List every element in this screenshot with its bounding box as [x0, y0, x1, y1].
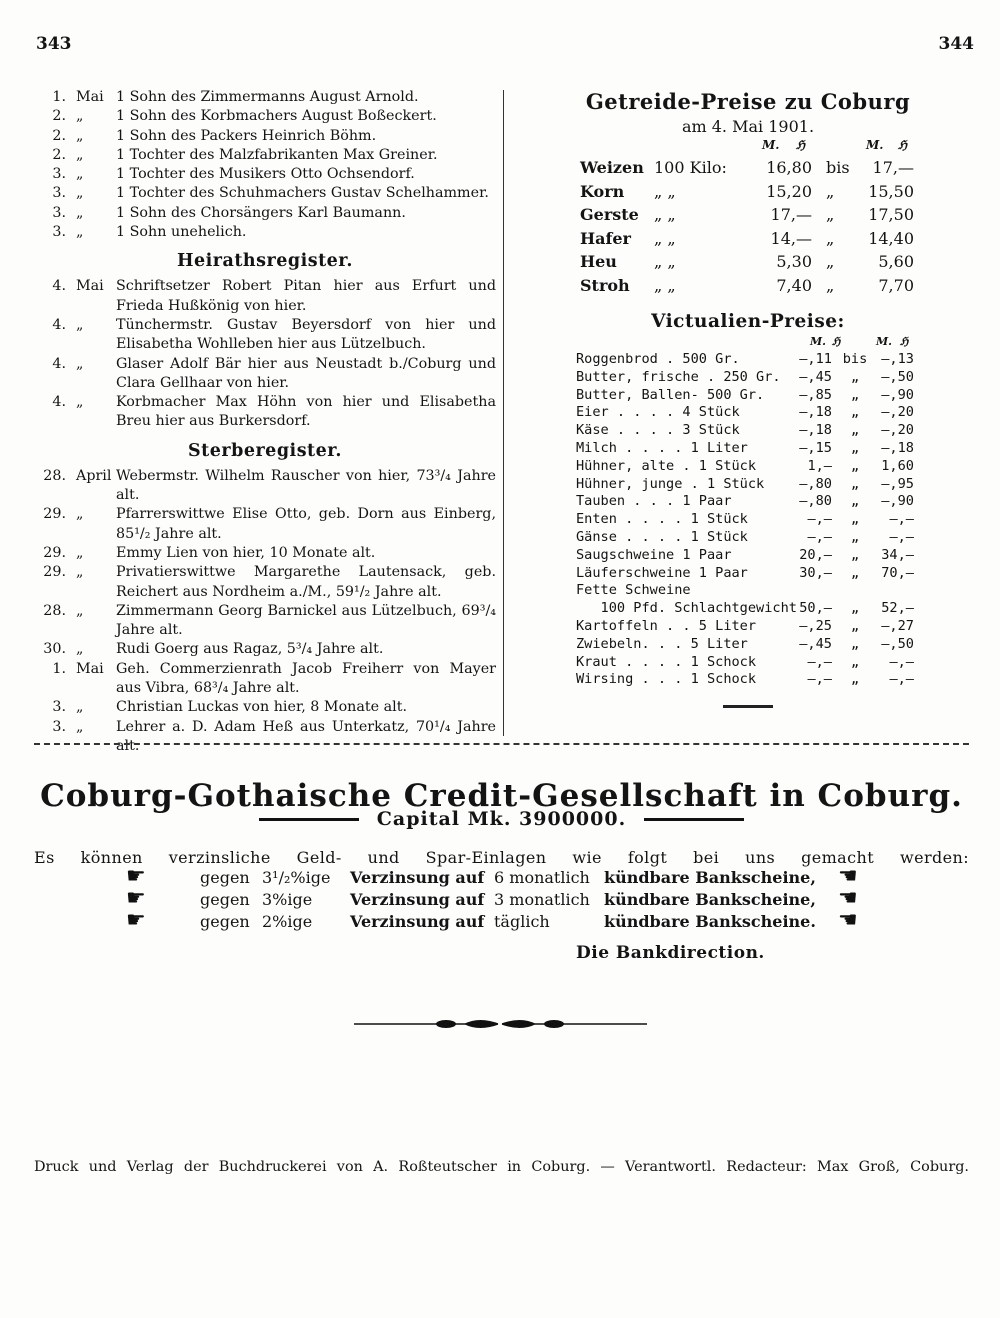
entry-day: 3.: [52, 718, 66, 735]
victual-name: Wirsing . . . 1 Schock: [576, 671, 757, 688]
price-separator: „: [826, 275, 835, 295]
price-high: 14,40: [868, 228, 914, 248]
register-entry: [34, 165, 496, 184]
grain-price-row: [570, 252, 926, 276]
price-high: 7,70: [878, 275, 914, 295]
rate-middle: Verzinsung auf: [350, 912, 485, 931]
victual-price-row: [570, 511, 926, 529]
horizontal-divider: [34, 743, 969, 745]
victual-name: Enten . . . . 1 Stück: [576, 511, 748, 528]
price-separator: „: [850, 439, 860, 456]
price-separator: bis: [826, 158, 850, 177]
price-low: 50,—: [799, 600, 832, 617]
victual-price-row: [570, 654, 926, 672]
grain-currency-header: [570, 138, 926, 158]
entry-month: „: [76, 506, 84, 523]
price-high: —,18: [881, 439, 914, 456]
death-register-title: Sterberegister.: [188, 440, 342, 461]
price-separator: „: [850, 528, 860, 545]
register-entry: [34, 563, 496, 602]
register-entry: [34, 718, 496, 757]
price-high: —,—: [889, 528, 914, 545]
advert-rate-line: [126, 864, 906, 890]
rate-suffix: kündbare Bankscheine,: [604, 868, 816, 887]
rate-prefix: gegen: [200, 868, 250, 887]
entry-month: „: [76, 394, 84, 411]
entry-month: „: [76, 641, 84, 658]
entry-day: 1.: [52, 660, 66, 677]
price-low: —,11: [799, 351, 832, 367]
price-separator: „: [826, 252, 835, 271]
victual-name: Tauben . . . 1 Paar: [576, 493, 732, 510]
register-entry: [34, 316, 496, 355]
price-high: —,90: [881, 493, 914, 510]
entry-month: „: [76, 355, 84, 372]
price-low: 5,30: [776, 252, 812, 271]
entry-text: Glaser Adolf Bär hier aus Neustadt b./Coburg und Clara Gellhaar von hier.: [116, 355, 496, 391]
victual-name: Fette Schweine: [576, 582, 691, 599]
entry-text: 1 Sohn des Chorsängers Karl Baumann.: [116, 204, 406, 221]
grain-name: Stroh: [580, 275, 630, 295]
price-high: —,—: [889, 511, 914, 528]
entry-day: 29.: [43, 506, 66, 523]
price-low: —,25: [799, 617, 832, 634]
victual-price-row: [570, 547, 926, 565]
entry-month: Mai: [76, 660, 104, 677]
entry-text: Zimmermann Georg Barnickel aus Lützelbuch, 69³/₄ Jahre alt.: [116, 602, 496, 639]
ornament-divider: [354, 1016, 647, 1032]
victual-name: Kartoffeln . . 5 Liter: [576, 617, 757, 634]
victual-name: Gänse . . . . 1 Stück: [576, 528, 748, 545]
register-entry: [34, 393, 496, 432]
price-low: —,15: [799, 439, 832, 456]
entry-text: Christian Luckas von hier, 8 Monate alt.: [116, 699, 408, 716]
register-entry: [34, 602, 496, 641]
entry-day: 3.: [52, 699, 66, 716]
grain-name: Gerste: [580, 205, 639, 224]
price-high: 1,60: [881, 457, 914, 474]
advert-rate-line: [126, 908, 906, 934]
entry-month: Mai: [76, 89, 104, 105]
price-low: 17,—: [770, 205, 812, 224]
grain-name: Weizen: [580, 158, 644, 177]
price-low: —,18: [799, 404, 832, 421]
grain-prices-title: Getreide-Preise zu Coburg: [585, 89, 911, 114]
entry-day: 28.: [43, 602, 66, 619]
pointing-hand-icon: ☚: [838, 908, 858, 933]
rate-middle: Verzinsung auf: [350, 868, 485, 887]
victual-name: Hühner, alte . 1 Stück: [576, 457, 757, 474]
pointing-hand-icon: ☚: [838, 864, 858, 889]
entry-text: 1 Sohn des Korbmachers August Boßeckert.: [116, 108, 437, 125]
entry-day: 2.: [52, 146, 66, 163]
grain-price-row: [570, 229, 926, 253]
entry-month: „: [76, 185, 84, 202]
price-separator: „: [850, 635, 860, 652]
grain-price-row: [570, 276, 926, 300]
entry-day: 3.: [52, 185, 66, 202]
pointing-hand-icon: ☛: [126, 886, 146, 911]
price-high: 17,—: [872, 158, 914, 177]
entry-day: 28.: [43, 467, 66, 484]
price-separator: „: [850, 546, 860, 563]
price-separator: „: [850, 368, 860, 385]
entry-month: „: [76, 699, 84, 716]
grain-price-table: [570, 158, 926, 299]
entry-text: Privatierswittwe Margarethe Lautensack, geb. Reichert aus Nordheim a./M., 59¹/₂ Jahre alt.: [116, 564, 496, 600]
grain-unit: „ „: [654, 181, 676, 201]
grain-unit: „ „: [654, 228, 676, 248]
register-entry: [34, 698, 496, 717]
victual-price-row: [570, 422, 926, 440]
victual-price-row: [570, 565, 926, 583]
price-low: 15,20: [766, 181, 812, 201]
victual-price-row: [570, 618, 926, 636]
price-high: 17,50: [868, 205, 914, 224]
register-entry: [34, 660, 496, 699]
entry-text: Pfarrerswittwe Elise Otto, geb. Dorn aus Einberg, 85¹/₂ Jahre alt.: [116, 506, 496, 542]
grain-name: Korn: [580, 181, 625, 201]
entry-day: 29.: [43, 564, 66, 581]
pfennig-symbol: ℌ: [832, 335, 841, 348]
victual-name: Roggenbrod . 500 Gr.: [576, 351, 740, 367]
price-separator: „: [826, 205, 835, 224]
victual-name: Saugschweine 1 Paar: [576, 546, 732, 563]
price-separator: „: [850, 671, 860, 688]
entry-text: Tünchermstr. Gustav Beyersdorf von hier und Elisabetha Wohlleben hier aus Lützelbuch.: [116, 316, 496, 353]
entry-month: „: [76, 564, 84, 581]
register-entry: [34, 184, 496, 203]
victual-price-row: [570, 493, 926, 511]
pfennig-symbol: ℌ: [900, 335, 909, 348]
price-low: —,—: [807, 528, 832, 545]
section-end-rule: [723, 705, 773, 708]
entry-month: „: [76, 146, 84, 163]
victual-price-row: [570, 404, 926, 422]
entry-text: Rudi Goerg aus Ragaz, 5³/₄ Jahre alt.: [116, 641, 384, 658]
rate-term: 6 monatlich: [494, 868, 590, 887]
entry-day: 2.: [52, 108, 66, 125]
entry-day: 4.: [52, 355, 66, 372]
register-entry: [34, 127, 496, 146]
rate-term: täglich: [494, 912, 550, 931]
entry-day: 1.: [52, 89, 66, 105]
mark-symbol: M.: [866, 138, 884, 152]
civil-register-column: [34, 88, 496, 756]
grain-unit: 100 Kilo:: [654, 158, 727, 177]
rate-percent: 2%ige: [262, 912, 313, 931]
victual-price-row: [570, 351, 926, 369]
price-high: 15,50: [868, 181, 914, 201]
entry-day: 30.: [43, 641, 66, 658]
entry-day: 3.: [52, 166, 66, 183]
price-low: —,—: [807, 511, 832, 528]
price-separator: „: [850, 457, 860, 474]
price-high: —,50: [881, 635, 914, 652]
advert-title: Coburg-Gothaische Credit-Gesellschaft in Coburg.: [40, 778, 963, 814]
price-low: —,—: [807, 671, 832, 688]
rule-left: [259, 818, 359, 821]
advert-signature: Die Bankdirection.: [576, 943, 765, 963]
price-low: 1,—: [807, 457, 832, 474]
price-high: —,13: [881, 351, 914, 367]
victual-price-row: [570, 458, 926, 476]
entry-month: „: [76, 204, 84, 221]
entry-month: „: [76, 718, 84, 735]
register-entry: [34, 204, 496, 223]
rate-middle: Verzinsung auf: [350, 890, 485, 909]
marriage-register-title: Heirathsregister.: [176, 251, 354, 272]
price-separator: „: [826, 181, 835, 201]
victual-name: Läuferschweine 1 Paar: [576, 564, 748, 581]
price-low: 16,80: [766, 158, 812, 177]
entry-month: „: [76, 108, 84, 125]
rate-suffix: kündbare Bankscheine,: [604, 890, 816, 909]
victuals-currency-header: [570, 335, 926, 351]
price-separator: „: [850, 422, 860, 439]
victual-name: Butter, frische . 250 Gr.: [576, 368, 781, 385]
entry-month: „: [76, 544, 84, 561]
grain-name: Heu: [580, 252, 617, 271]
register-entry: [34, 223, 496, 242]
entry-text: Lehrer a. D. Adam Heß aus Unterkatz, 70¹/₄ Jahre alt.: [116, 718, 496, 754]
victual-price-row: [570, 582, 926, 600]
victual-name: 100 Pfd. Schlachtgewicht: [576, 600, 797, 617]
rate-prefix: gegen: [200, 890, 250, 909]
price-high: —,—: [889, 653, 914, 670]
price-low: —,45: [799, 635, 832, 652]
rate-term: 3 monatlich: [494, 890, 590, 909]
grain-name: Hafer: [580, 228, 631, 248]
price-low: 30,—: [799, 564, 832, 581]
entry-month: „: [76, 166, 84, 183]
entry-month: April: [76, 467, 112, 484]
register-entry: [34, 107, 496, 126]
price-high: —,95: [881, 475, 914, 492]
entry-day: 2.: [52, 127, 66, 144]
grain-unit: „ „: [654, 275, 676, 295]
entry-month: „: [76, 127, 84, 144]
victual-name: Hühner, junge . 1 Stück: [576, 475, 765, 492]
advert-rate-line: [126, 886, 906, 912]
page-number-left: 343: [36, 34, 72, 54]
mark-symbol: M.: [762, 138, 780, 152]
victual-name: Milch . . . . 1 Liter: [576, 439, 748, 456]
entry-day: 4.: [52, 394, 66, 411]
victuals-price-table: [570, 351, 926, 689]
entry-text: Webermstr. Wilhelm Rauscher von hier, 73³/₄ Jahre alt.: [116, 467, 496, 504]
victual-price-row: [570, 440, 926, 458]
grain-unit: „ „: [654, 205, 676, 224]
price-separator: „: [850, 386, 860, 403]
marriage-register: [34, 277, 496, 431]
price-separator: „: [850, 617, 860, 634]
grain-price-row: [570, 205, 926, 229]
price-high: 70,—: [881, 564, 914, 581]
price-separator: „: [850, 653, 860, 670]
entry-month: „: [76, 224, 84, 241]
register-entry: [34, 355, 496, 394]
pointing-hand-icon: ☚: [838, 886, 858, 911]
grain-price-row: [570, 182, 926, 206]
entry-month: „: [76, 602, 84, 619]
entry-text: 1 Tochter des Schuhmachers Gustav Schelhammer.: [116, 185, 489, 202]
entry-month: „: [76, 316, 84, 333]
register-entry: [34, 467, 496, 506]
price-high: —,20: [881, 422, 914, 439]
entry-text: 1 Sohn des Packers Heinrich Böhm.: [116, 127, 377, 144]
price-separator: „: [850, 475, 860, 492]
entry-text: Emmy Lien von hier, 10 Monate alt.: [116, 544, 376, 561]
price-low: 14,—: [770, 228, 812, 248]
entry-day: 29.: [43, 544, 66, 561]
entry-text: 1 Tochter des Malzfabrikanten Max Greiner.: [116, 146, 438, 163]
victual-price-row: [570, 387, 926, 405]
victual-name: Kraut . . . . 1 Schock: [576, 653, 757, 670]
register-entry: [34, 146, 496, 165]
entry-day: 4.: [52, 316, 66, 333]
grain-prices-date: am 4. Mai 1901.: [681, 117, 815, 136]
entry-text: 1 Sohn des Zimmermanns August Arnold.: [116, 89, 419, 105]
imprint-footer: Druck und Verlag der Buchdruckerei von A. Roßteutscher in Coburg. — Verantwortl. Redacteur: Max Groß, Coburg.: [34, 1159, 969, 1175]
price-high: —,27: [881, 617, 914, 634]
entry-day: 3.: [52, 224, 66, 241]
victual-price-row: [570, 476, 926, 494]
price-low: 7,40: [776, 275, 812, 295]
mark-symbol: M.: [876, 335, 893, 348]
entry-text: 1 Sohn unehelich.: [116, 224, 247, 241]
entry-text: 1 Tochter des Musikers Otto Ochsendorf.: [116, 166, 415, 183]
price-low: —,—: [807, 653, 832, 670]
price-high: 5,60: [878, 252, 914, 271]
register-entry: [34, 505, 496, 544]
victuals-prices-title: Victualien-Preise:: [651, 311, 845, 332]
victual-name: Käse . . . . 3 Stück: [576, 422, 740, 439]
pfennig-symbol: ℌ: [898, 138, 908, 152]
advert-capital-line: [34, 808, 969, 830]
victual-name: Eier . . . . 4 Stück: [576, 404, 740, 421]
price-separator: bis: [842, 351, 868, 367]
entry-day: 4.: [52, 278, 66, 295]
victual-price-row: [570, 671, 926, 689]
grain-price-row: [570, 158, 926, 182]
pfennig-symbol: ℌ: [796, 138, 806, 152]
price-low: —,45: [799, 368, 832, 385]
rule-right: [644, 818, 744, 821]
price-low: —,80: [799, 475, 832, 492]
victual-name: Zwiebeln. . . 5 Liter: [576, 635, 748, 652]
register-entry: [34, 544, 496, 563]
victual-name: Butter, Ballen- 500 Gr.: [576, 386, 765, 403]
price-low: 20,—: [799, 546, 832, 563]
advert-intro: Es können verzinsliche Geld- und Spar-Einlagen wie folgt bei uns gemacht werden:: [34, 848, 969, 867]
price-separator: „: [850, 493, 860, 510]
register-entry: [34, 640, 496, 659]
rate-prefix: gegen: [200, 912, 250, 931]
victual-price-row: [570, 636, 926, 654]
price-low: —,18: [799, 422, 832, 439]
price-high: —,20: [881, 404, 914, 421]
prices-column: [570, 88, 926, 708]
rate-suffix: kündbare Bankscheine.: [604, 912, 816, 931]
price-high: —,50: [881, 368, 914, 385]
birth-register: [34, 88, 496, 242]
price-separator: „: [850, 564, 860, 581]
price-separator: „: [826, 228, 835, 248]
price-high: —,90: [881, 386, 914, 403]
register-entry: [34, 277, 496, 316]
victual-price-row: [570, 529, 926, 547]
rate-percent: 3%ige: [262, 890, 313, 909]
entry-month: Mai: [76, 278, 104, 295]
pointing-hand-icon: ☛: [126, 908, 146, 933]
column-divider: [503, 90, 504, 736]
advert-rate-lines: [126, 864, 906, 934]
page-number-right: 344: [938, 34, 974, 54]
pointing-hand-icon: ☛: [126, 864, 146, 889]
rate-percent: 3¹/₂%ige: [262, 868, 331, 887]
price-high: —,—: [889, 671, 914, 688]
grain-unit: „ „: [654, 252, 676, 271]
price-low: —,85: [799, 386, 832, 403]
entry-text: Geh. Commerzienrath Jacob Freiherr von Mayer aus Vibra, 68³/₄ Jahre alt.: [116, 660, 496, 697]
price-separator: „: [850, 404, 860, 421]
price-high: 52,—: [881, 600, 914, 617]
death-register: [34, 467, 496, 756]
entry-text: Schriftsetzer Robert Pitan hier aus Erfurt und Frieda Hußkönig von hier.: [116, 278, 496, 314]
price-high: 34,—: [881, 546, 914, 563]
mark-symbol: M.: [810, 335, 827, 348]
entry-day: 3.: [52, 204, 66, 221]
victual-price-row: [570, 369, 926, 387]
victual-price-row: [570, 600, 926, 618]
entry-text: Korbmacher Max Höhn von hier und Elisabetha Breu hier aus Burkersdorf.: [116, 394, 496, 430]
price-separator: „: [850, 511, 860, 528]
advert-capital: Capital Mk. 3900000.: [376, 808, 627, 830]
register-entry: [34, 88, 496, 107]
price-low: —,80: [799, 493, 832, 510]
price-separator: „: [850, 600, 860, 617]
